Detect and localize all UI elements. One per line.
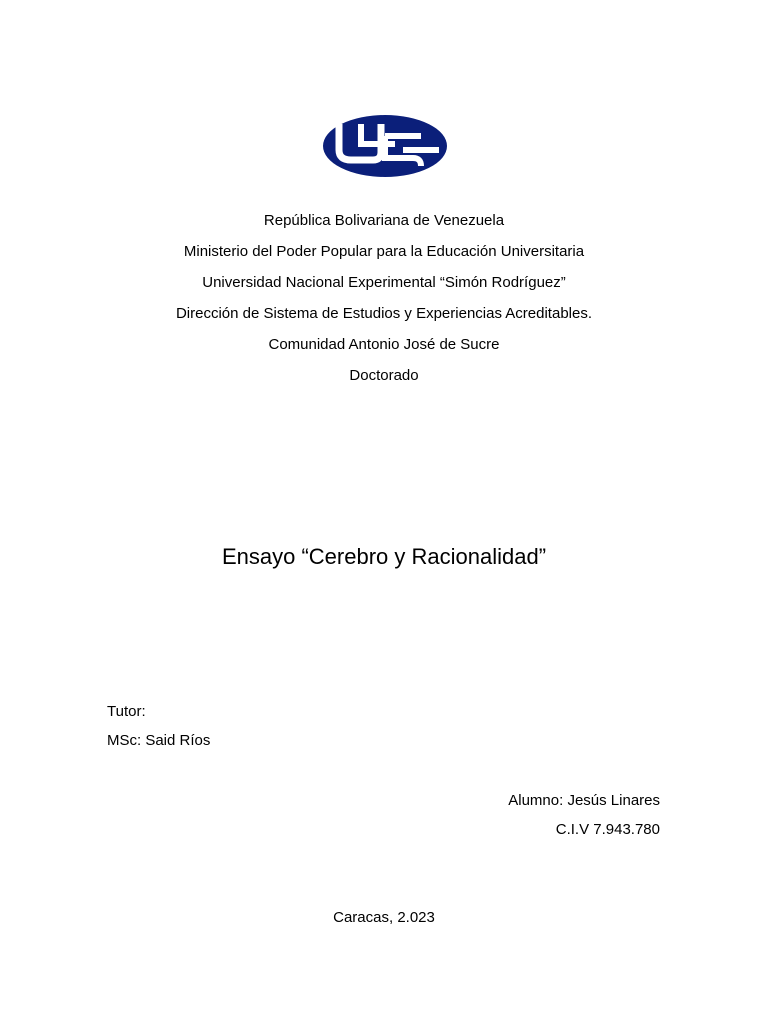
header-line-community: Comunidad Antonio José de Sucre: [268, 336, 500, 353]
tutor-name: MSc: Said Ríos: [107, 732, 211, 749]
university-logo: [321, 114, 449, 178]
tutor-block: [107, 701, 210, 759]
student-id: C.I.V 7.943.780: [555, 821, 660, 838]
essay-title: Ensayo “Cerebro y Racionalidad”: [221, 544, 547, 569]
header-line-program: Doctorado: [349, 367, 419, 384]
header-line-country: República Bolivariana de Venezuela: [263, 212, 505, 229]
student-block: [508, 790, 660, 848]
place-date: Caracas, 2.023: [333, 909, 435, 926]
header-line-university: Universidad Nacional Experimental “Simón Rodríguez”: [202, 274, 566, 291]
header-line-ministry: Ministerio del Poder Popular para la Educación Universitaria: [183, 243, 585, 260]
tutor-label: Tutor:: [107, 703, 146, 720]
header-line-direction: Dirección de Sistema de Estudios y Experiencias Acreditables.: [175, 305, 593, 322]
student-name: Alumno: Jesús Linares: [508, 792, 660, 809]
institution-header: [0, 210, 768, 396]
